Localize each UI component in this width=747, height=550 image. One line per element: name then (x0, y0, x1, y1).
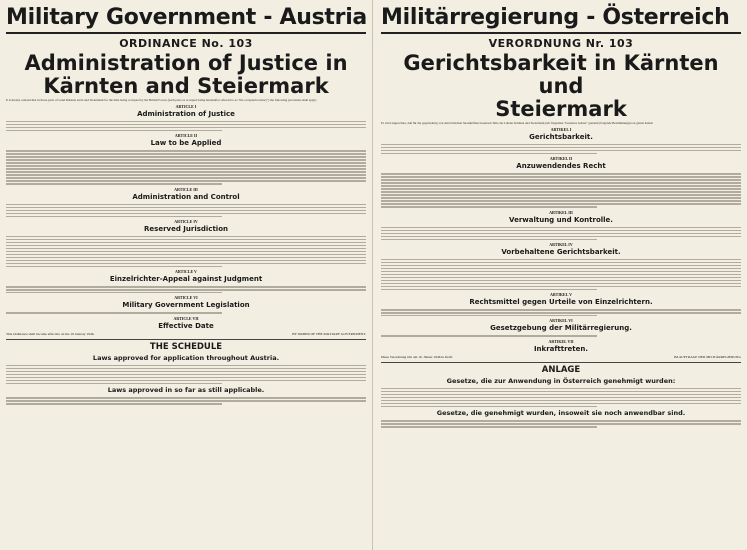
article-label: ARTIKEL II (549, 156, 573, 162)
title-line-2: Kärnten and Steiermark (43, 74, 329, 98)
article-label: ARTICLE I (175, 104, 197, 109)
document-title (6, 52, 366, 98)
section-heading: Inkrafttreten. (533, 344, 589, 353)
schedule-subheading: Laws approved for application throughout Austria. (92, 353, 280, 362)
english-column (6, 6, 366, 406)
body-text-block (6, 150, 366, 184)
divider (6, 32, 366, 34)
article-label: ARTICLE V (175, 269, 197, 275)
body-text-block (381, 309, 741, 316)
schedule-heading: THE SCHEDULE (149, 341, 223, 352)
intro-paragraph: It is hereby ordered that in those parts of Land Kärnten and Land Steiermark for the time being occupied by the British Forces (such parts as occupied being hereinafter referred to as "the occupied territory") the following provisions shall apply: (6, 98, 317, 102)
signature-row (6, 332, 366, 336)
title-line-2: Steiermark (495, 97, 627, 121)
intro-paragraph: Es wird angeordnet, daß für die gegenwärtig von den britischen Streitkräften besetzten Teile der Länder Kärnten und Steiermark (im folgenden "besetztes Gebiet" genannt) folgende Bestimmungen zu gelten haben: (381, 121, 654, 125)
signature-row (381, 355, 741, 359)
effective-date-text: Diese Verordnung tritt am 10. Jänner 1946 in Kraft. (381, 354, 454, 359)
section-heading: Military Government Legislation (122, 301, 250, 310)
banner-title: Military Government - Austria (6, 5, 367, 30)
schedule-subheading: Gesetze, die genehmigt wurden, insoweit sie noch anwendbar sind. (436, 409, 686, 418)
schedule-subheading: Gesetze, die zur Anwendung in Österreich genehmigt wurden: (446, 376, 676, 385)
body-text-block (381, 144, 741, 154)
body-text-block (6, 204, 366, 217)
body-text-block (381, 259, 741, 290)
article-label: ARTICLE II (174, 133, 198, 139)
section-heading: Law to be Applied (150, 139, 222, 148)
article-label: ARTIKEL VI (549, 318, 573, 324)
schedule-list (381, 420, 741, 427)
article-label: ARTICLE VI (174, 295, 198, 301)
signature-text: IM AUFTRAGE DER MILITÄRREGIERUNG (673, 354, 741, 359)
divider (6, 339, 366, 340)
section-heading: Administration and Control (132, 192, 240, 201)
article-label: ARTIKEL VII (548, 338, 574, 344)
section-heading: Gerichtsbarkeit. (529, 133, 593, 141)
body-text-block (381, 173, 741, 207)
body-text-block (6, 236, 366, 267)
ordinance-number: VERORDNUNG Nr. 103 (488, 37, 634, 50)
schedule-subheading: Laws approved in so far as still applicable. (107, 386, 265, 395)
article-label: ARTIKEL I (550, 127, 572, 132)
document-title (381, 52, 741, 121)
section-heading: Administration of Justice (137, 110, 235, 118)
section-heading: Reserved Jurisdiction (144, 224, 228, 233)
article-label: ARTIKEL IV (549, 241, 573, 247)
schedule-heading: ANLAGE (541, 364, 581, 375)
article-label: ARTIKEL III (549, 209, 573, 215)
title-line-1: Gerichtsbarkeit in Kärnten und (403, 51, 719, 98)
fold-line (372, 0, 373, 550)
section-heading: Vorbehaltene Gerichtsbarkeit. (501, 247, 621, 256)
signature-text: BY ORDER OF THE MILITARY GOVERNMENT. (292, 331, 366, 336)
body-text-block (381, 335, 741, 336)
section-heading: Anzuwendendes Recht (516, 162, 606, 171)
body-text-block (6, 121, 366, 131)
effective-date-text: This Ordinance shall become effective on the 10 January 1946. (6, 331, 95, 336)
article-label: ARTICLE IV (174, 218, 198, 224)
section-heading: Effective Date (158, 321, 214, 330)
schedule-list (381, 388, 741, 407)
ordinance-number: ORDINANCE No. 103 (119, 37, 253, 50)
schedule-list (6, 397, 366, 404)
divider (381, 32, 741, 34)
banner-title: Militärregierung - Österreich (381, 5, 730, 30)
body-text-block (6, 312, 366, 313)
section-heading: Rechtsmittel gegen Urteile von Einzelrichtern. (469, 298, 653, 307)
article-label: ARTICLE III (174, 186, 198, 192)
body-text-block (6, 286, 366, 293)
section-heading: Gesetzgebung der Militärregierung. (490, 324, 632, 333)
section-heading: Einzelrichter-Appeal against Judgment (109, 275, 263, 284)
article-label: ARTICLE VII (173, 315, 199, 321)
schedule-list (6, 365, 366, 384)
german-column (381, 6, 741, 429)
title-line-1: Administration of Justice in (24, 51, 348, 75)
section-heading: Verwaltung und Kontrolle. (509, 215, 613, 224)
article-label: ARTIKEL V (550, 292, 572, 298)
body-text-block (381, 227, 741, 240)
divider (381, 362, 741, 363)
